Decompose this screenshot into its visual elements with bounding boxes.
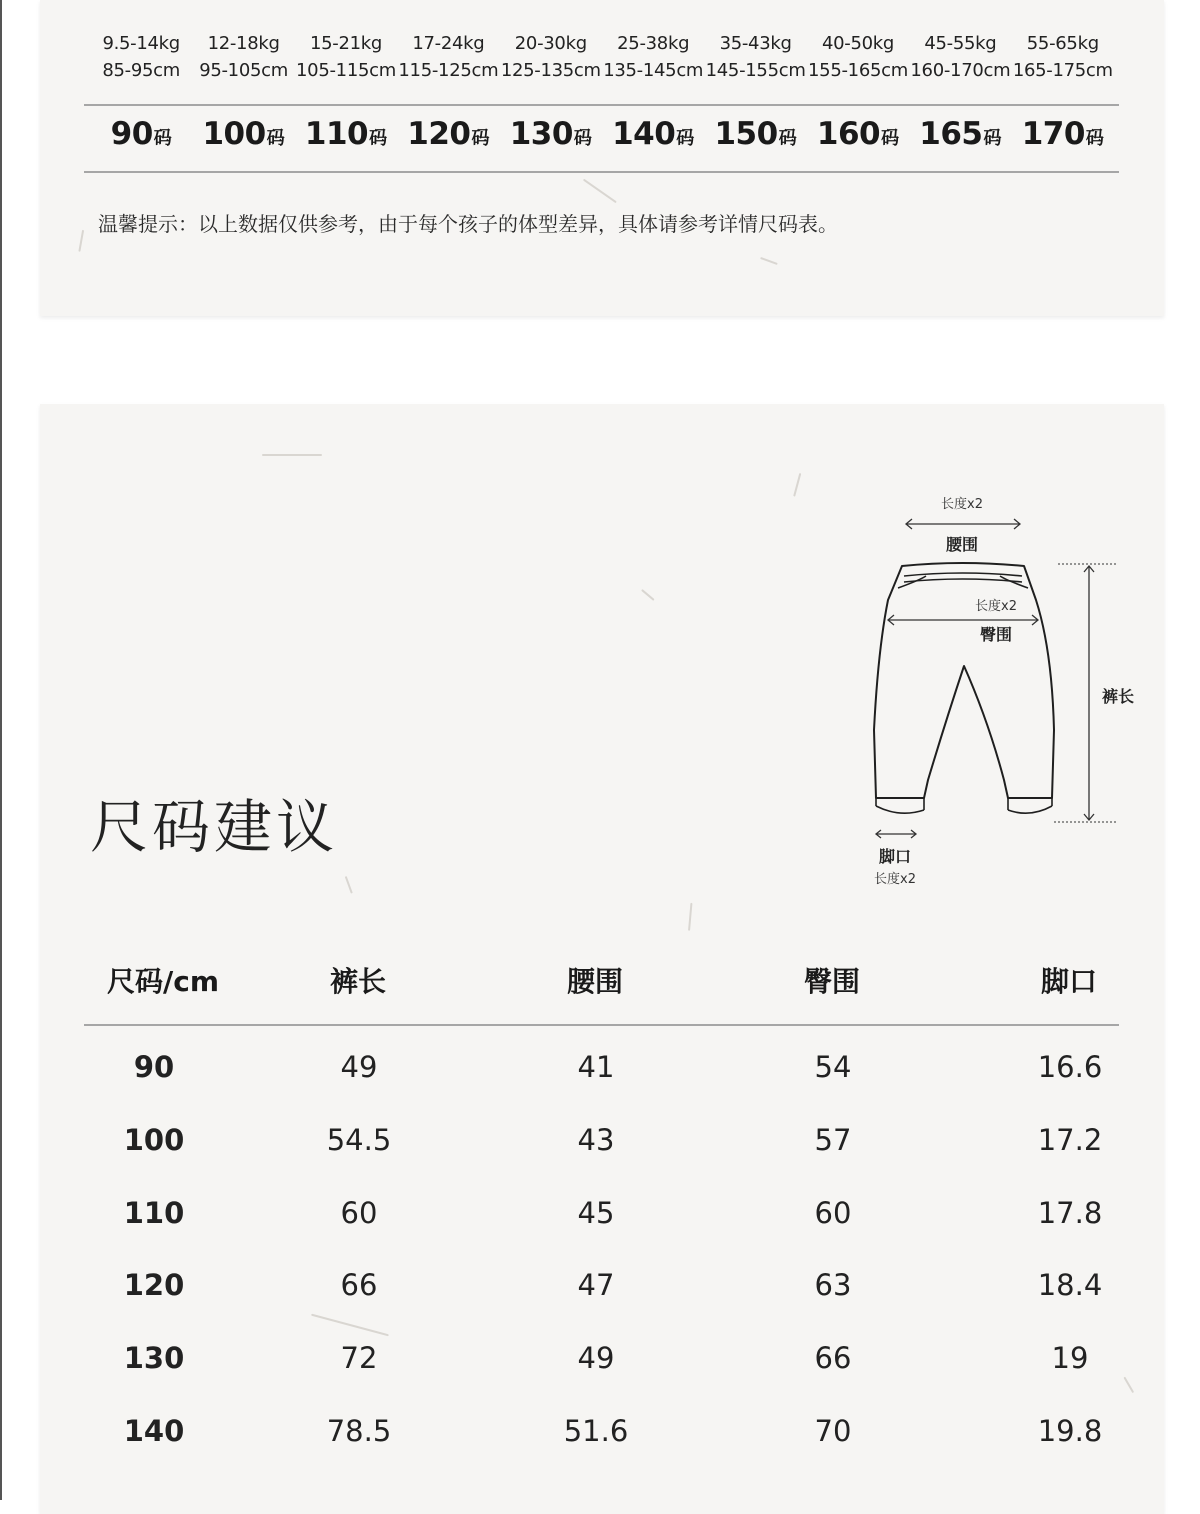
cell-hip: 57 (814, 1122, 852, 1157)
table-row (84, 1268, 1119, 1341)
size-label: 130码 (509, 116, 592, 152)
size-table-header (84, 960, 1119, 1004)
reference-column: 40-50kg 155-165cm (808, 33, 908, 81)
divider (84, 171, 1119, 173)
cell-waist: 43 (577, 1122, 615, 1157)
cell-waist: 47 (577, 1268, 615, 1303)
page-edge-rule (0, 0, 2, 1500)
pants-outline (874, 563, 1054, 798)
cell-length: 78.5 (326, 1413, 392, 1448)
reference-column: 17-24kg 115-125cm (398, 33, 499, 81)
paper-fiber (1124, 1377, 1134, 1393)
reference-column: 15-21kg 105-115cm (296, 33, 396, 81)
reference-column: 9.5-14kg 85-95cm (102, 33, 181, 81)
header-size: 尺码/cm (106, 965, 220, 998)
cell-size: 130 (123, 1341, 185, 1376)
paper-fiber (688, 903, 692, 931)
header-waist: 腰围 (566, 965, 624, 998)
cell-length: 72 (340, 1341, 378, 1376)
cell-length: 54.5 (326, 1122, 392, 1157)
reference-column: 12-18kg 95-105cm (199, 33, 288, 81)
section-title: 尺码建议 (90, 793, 339, 861)
cell-hip: 66 (814, 1341, 852, 1376)
cell-hip: 60 (814, 1195, 852, 1230)
size-label-row (90, 116, 1114, 152)
tip-note: 温馨提示：以上数据仅供参考，由于每个孩子的体型差异，具体请参考详情尺码表。 (98, 212, 838, 236)
divider (84, 104, 1119, 106)
cell-size: 100 (123, 1122, 185, 1157)
paper-fiber (345, 876, 353, 893)
reference-column: 35-43kg 145-155cm (705, 33, 806, 81)
cell-waist: 49 (577, 1341, 615, 1376)
size-label: 120码 (407, 116, 490, 152)
table-row (84, 1050, 1119, 1123)
waist-label: 腰围 (945, 535, 979, 554)
size-label: 110码 (304, 116, 388, 152)
cell-waist: 41 (577, 1050, 615, 1084)
header-length: 裤长 (329, 965, 387, 998)
cuff-arrow (876, 830, 916, 838)
cell-size: 140 (123, 1413, 185, 1448)
cuff-length-note: 长度x2 (874, 872, 916, 887)
size-label: 165码 (919, 116, 1002, 152)
table-row (84, 1196, 1119, 1269)
size-label: 150码 (714, 116, 797, 152)
paper-fiber (641, 589, 654, 600)
cell-size: 110 (123, 1195, 185, 1230)
size-label: 170码 (1021, 116, 1104, 152)
weight-height-grid (90, 30, 1114, 84)
paper-fiber (262, 454, 322, 456)
cell-cuff: 16.6 (1037, 1050, 1103, 1084)
cell-waist: 45 (577, 1195, 615, 1230)
divider (84, 1024, 1119, 1026)
cell-length: 66 (340, 1268, 378, 1303)
waist-length-note: 长度x2 (941, 497, 983, 512)
length-label: 裤长 (1101, 687, 1135, 706)
size-label: 100码 (202, 116, 285, 152)
cell-cuff: 17.2 (1037, 1122, 1103, 1157)
cell-cuff: 19 (1051, 1341, 1089, 1376)
table-row (84, 1123, 1119, 1196)
cell-size: 90 (133, 1050, 175, 1084)
pants-diagram (830, 480, 1160, 900)
cell-size: 120 (123, 1268, 185, 1303)
cuff-label: 脚口 (878, 847, 912, 866)
reference-column: 55-65kg 165-175cm (1012, 33, 1113, 81)
reference-column: 20-30kg 125-135cm (500, 33, 601, 81)
reference-column: 25-38kg 135-145cm (603, 33, 704, 81)
cell-cuff: 17.8 (1037, 1195, 1103, 1230)
cell-hip: 54 (814, 1050, 852, 1084)
cell-hip: 70 (814, 1413, 852, 1448)
cell-waist: 51.6 (563, 1413, 629, 1448)
header-hip: 臀围 (803, 965, 861, 998)
cell-length: 49 (340, 1050, 378, 1084)
table-row (84, 1341, 1119, 1414)
paper-fiber (760, 257, 777, 265)
header-cuff: 脚口 (1040, 965, 1098, 998)
waist-arrow (906, 519, 1020, 529)
size-label: 140码 (612, 116, 695, 152)
paper-fiber (78, 230, 83, 252)
cell-length: 60 (340, 1195, 378, 1230)
size-table-body (84, 1050, 1119, 1487)
cuffs (876, 798, 1052, 813)
cell-hip: 63 (814, 1268, 852, 1303)
hip-length-note: 长度x2 (975, 599, 1017, 614)
cell-cuff: 18.4 (1037, 1268, 1103, 1303)
size-label: 160码 (816, 116, 900, 152)
size-label: 90码 (110, 116, 172, 152)
paper-fiber (793, 473, 801, 497)
reference-column: 45-55kg 160-170cm (910, 33, 1011, 81)
cell-cuff: 19.8 (1037, 1413, 1103, 1448)
hip-label: 臀围 (979, 625, 1013, 644)
paper-fiber (583, 179, 617, 203)
table-row (84, 1414, 1119, 1487)
